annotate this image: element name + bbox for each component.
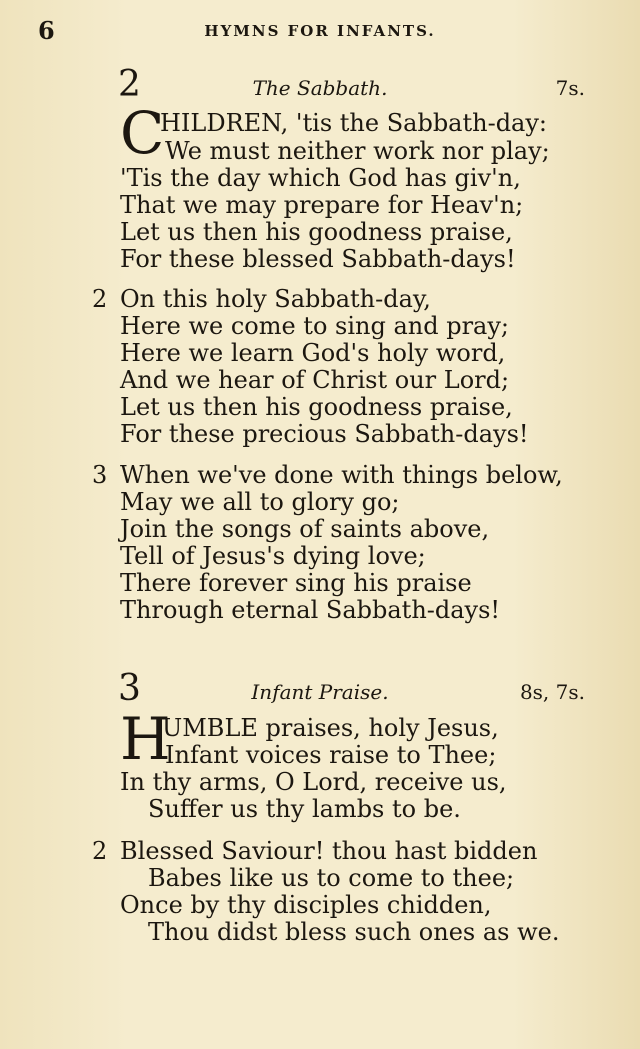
drop-cap: H <box>120 705 171 773</box>
verse-line: Through eternal Sabbath-days! <box>120 596 501 624</box>
verse-line: Here we learn God's holy word, <box>120 339 506 367</box>
verse-line: When we've done with things below, <box>120 461 563 489</box>
stanza-number: 2 <box>92 837 108 865</box>
hymn-heading <box>0 668 640 714</box>
verse-line: Babes like us to come to thee; <box>148 864 515 892</box>
verse-line: May we all to glory go; <box>120 488 400 516</box>
verse-line: Thou didst bless such ones as we. <box>148 918 560 946</box>
page-number: 6 <box>38 16 55 45</box>
verse-line: Once by thy disciples chidden, <box>120 891 492 919</box>
verse-line: There forever sing his praise <box>120 569 472 597</box>
running-head: HYMNS FOR INFANTS. <box>204 22 436 40</box>
hymn-title: Infant Praise. <box>251 680 389 704</box>
hymn-number: 3 <box>118 668 141 709</box>
verse-line: We must neither work nor play; <box>165 137 550 165</box>
hymn-meter: 7s. <box>555 76 585 100</box>
verse-line: That we may prepare for Heav'n; <box>120 191 524 219</box>
verse-line: Tell of Jesus's dying love; <box>120 542 426 570</box>
verse-line: On this holy Sabbath-day, <box>120 285 431 313</box>
verse-line: Join the songs of saints above, <box>120 515 490 543</box>
hymn-heading <box>0 64 640 110</box>
verse-line: HILDREN, 'tis the Sabbath-day: <box>160 109 548 137</box>
verse-line: And we hear of Christ our Lord; <box>120 366 510 394</box>
verse-line: Blessed Saviour! thou hast bidden <box>120 837 538 865</box>
verse-line: 'Tis the day which God has giv'n, <box>120 164 521 192</box>
verse-line: In thy arms, O Lord, receive us, <box>120 768 507 796</box>
hymn-meter: 8s, 7s. <box>519 680 585 704</box>
stanza-number: 3 <box>92 461 108 489</box>
verse-line: For these blessed Sabbath-days! <box>120 245 516 273</box>
hymn-title: The Sabbath. <box>252 76 388 100</box>
verse-line: Suffer us thy lambs to be. <box>148 795 461 823</box>
stanza-number: 2 <box>92 285 108 313</box>
verse-line: Let us then his goodness praise, <box>120 218 513 246</box>
hymn-number: 2 <box>118 64 141 105</box>
drop-cap: C <box>120 99 165 167</box>
verse-line: Let us then his goodness praise, <box>120 393 513 421</box>
verse-line: Infant voices raise to Thee; <box>165 741 497 769</box>
verse-line: For these precious Sabbath-days! <box>120 420 529 448</box>
verse-line: Here we come to sing and pray; <box>120 312 510 340</box>
verse-line: UMBLE praises, holy Jesus, <box>162 714 499 742</box>
